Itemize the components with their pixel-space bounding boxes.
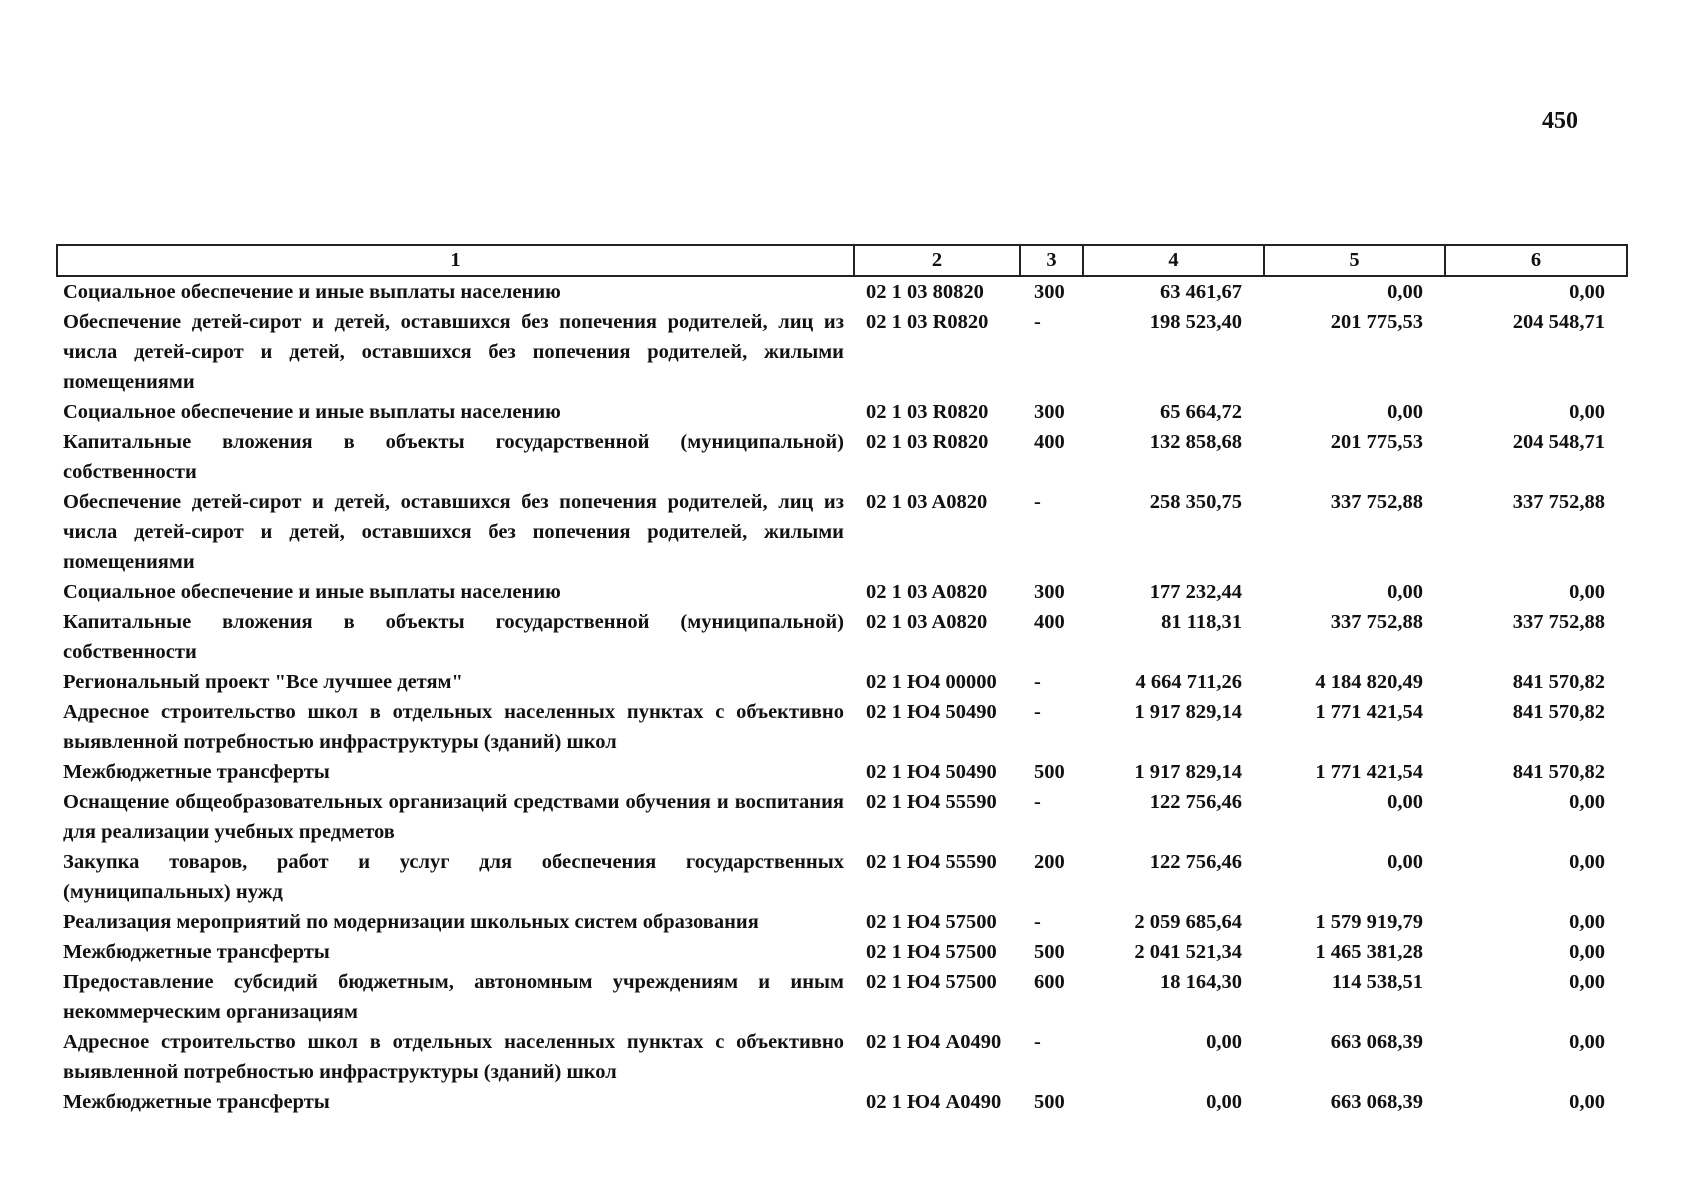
expense-type: 300 [1034,401,1065,423]
amount-col-6: 204 548,71 [1512,311,1605,333]
amount-col-5: 4 184 820,49 [1315,671,1423,693]
amount-col-4: 0,00 [1206,1031,1242,1053]
expense-type: - [1034,671,1041,693]
expense-type: - [1034,311,1041,333]
table-row [57,907,1627,937]
amount-col-5: 114 538,51 [1331,971,1423,993]
amount-col-6: 841 570,82 [1512,701,1605,723]
classification-code: 02 1 Ю4 A0490 [866,1091,1002,1113]
header-row [57,245,1627,276]
item-name: Закупка товаров, работ и услуг для обеспечения государственных (муниципальных) нужд [63,851,844,903]
classification-code: 02 1 03 80820 [866,281,984,303]
amount-col-6: 0,00 [1569,851,1605,873]
header-col-4: 4 [1083,245,1264,276]
amount-col-4: 1 917 829,14 [1134,701,1242,723]
amount-col-4: 4 664 711,26 [1135,671,1242,693]
expense-type: 500 [1034,941,1065,963]
item-name: Капитальные вложения в объекты государственной (муниципальной) собственности [63,431,844,483]
classification-code: 02 1 03 A0820 [866,491,988,513]
amount-col-4: 81 118,31 [1161,611,1242,633]
amount-col-6: 337 752,88 [1512,491,1605,513]
page-number: 450 [1542,108,1578,134]
expense-type: - [1034,911,1041,933]
classification-code: 02 1 03 R0820 [866,431,989,453]
amount-col-5: 1 465 381,28 [1315,941,1423,963]
expense-type: - [1034,701,1041,723]
expense-type: 500 [1034,1091,1065,1113]
expense-type: 500 [1034,761,1065,783]
table-row [57,607,1627,667]
amount-col-6: 0,00 [1569,281,1605,303]
header-col-2: 2 [854,245,1020,276]
item-name: Оснащение общеобразовательных организаций средствами обучения и воспитания для реализации учебных предметов [63,791,844,843]
header-col-3: 3 [1020,245,1083,276]
amount-col-5: 0,00 [1387,281,1423,303]
amount-col-5: 663 068,39 [1330,1091,1423,1113]
expense-type: - [1034,791,1041,813]
header-col-1: 1 [57,245,854,276]
expense-type: - [1034,491,1041,513]
classification-code: 02 1 03 A0820 [866,611,988,633]
table-row [57,307,1627,397]
expense-type: 300 [1034,581,1065,603]
amount-col-5: 201 775,53 [1330,311,1423,333]
item-name: Адресное строительство школ в отдельных населенных пунктах с объективно выявленной потребностью инфраструктуры (зданий) школ [63,1031,844,1083]
amount-col-5: 1 579 919,79 [1315,911,1423,933]
classification-code: 02 1 Ю4 A0490 [866,1031,1002,1053]
amount-col-5: 201 775,53 [1330,431,1423,453]
amount-col-4: 258 350,75 [1149,491,1242,513]
table-row [57,1027,1627,1087]
amount-col-4: 18 164,30 [1160,971,1242,993]
amount-col-4: 198 523,40 [1149,311,1242,333]
table-row [57,787,1627,847]
item-name: Социальное обеспечение и иные выплаты населению [63,281,561,303]
item-name: Межбюджетные трансферты [63,761,330,783]
table-row [57,1087,1627,1117]
table-row [57,397,1627,427]
table-row [57,967,1627,1027]
amount-col-5: 663 068,39 [1330,1031,1423,1053]
header-col-5: 5 [1264,245,1445,276]
amount-col-6: 337 752,88 [1512,611,1605,633]
amount-col-5: 0,00 [1387,581,1423,603]
table-row [57,577,1627,607]
amount-col-4: 63 461,67 [1160,281,1242,303]
table-row [57,667,1627,697]
amount-col-4: 65 664,72 [1160,401,1242,423]
amount-col-5: 0,00 [1387,851,1423,873]
amount-col-5: 0,00 [1387,791,1423,813]
header-col-6: 6 [1445,245,1627,276]
amount-col-6: 0,00 [1569,401,1605,423]
amount-col-5: 1 771 421,54 [1315,701,1423,723]
item-name: Капитальные вложения в объекты государственной (муниципальной) собственности [63,611,844,663]
classification-code: 02 1 Ю4 50490 [866,761,997,783]
classification-code: 02 1 Ю4 57500 [866,971,997,993]
amount-col-4: 122 756,46 [1149,851,1242,873]
classification-code: 02 1 Ю4 50490 [866,701,997,723]
expense-type: 300 [1034,281,1065,303]
amount-col-6: 841 570,82 [1512,761,1605,783]
item-name: Обеспечение детей-сирот и детей, оставшихся без попечения родителей, лиц из числа детей-сирот и детей, оставшихся без попечения родителей, жилыми помещениями [63,311,844,393]
table-header [57,245,1627,276]
amount-col-5: 0,00 [1387,401,1423,423]
item-name: Региональный проект "Все лучшее детям" [63,671,463,693]
table-row [57,697,1627,757]
classification-code: 02 1 Ю4 57500 [866,911,997,933]
amount-col-5: 1 771 421,54 [1315,761,1423,783]
amount-col-6: 0,00 [1569,941,1605,963]
classification-code: 02 1 Ю4 00000 [866,671,997,693]
classification-code: 02 1 03 A0820 [866,581,988,603]
amount-col-4: 177 232,44 [1149,581,1242,603]
classification-code: 02 1 Ю4 55590 [866,851,997,873]
amount-col-6: 0,00 [1569,791,1605,813]
classification-code: 02 1 Ю4 55590 [866,791,997,813]
table-row [57,487,1627,577]
item-name: Социальное обеспечение и иные выплаты населению [63,581,561,603]
amount-col-4: 122 756,46 [1149,791,1242,813]
amount-col-5: 337 752,88 [1330,611,1423,633]
expense-type: - [1034,1031,1041,1053]
amount-col-4: 0,00 [1206,1091,1242,1113]
amount-col-6: 0,00 [1569,911,1605,933]
table-row [57,757,1627,787]
amount-col-4: 1 917 829,14 [1134,761,1242,783]
expense-type: 400 [1034,611,1065,633]
amount-col-6: 0,00 [1569,1091,1605,1113]
item-name: Межбюджетные трансферты [63,941,330,963]
table-row [57,276,1627,307]
amount-col-6: 841 570,82 [1512,671,1605,693]
item-name: Межбюджетные трансферты [63,1091,330,1113]
expense-type: 400 [1034,431,1065,453]
classification-code: 02 1 Ю4 57500 [866,941,997,963]
amount-col-6: 204 548,71 [1512,431,1605,453]
classification-code: 02 1 03 R0820 [866,311,989,333]
amount-col-4: 2 041 521,34 [1134,941,1242,963]
amount-col-6: 0,00 [1569,581,1605,603]
amount-col-4: 132 858,68 [1149,431,1242,453]
amount-col-4: 2 059 685,64 [1134,911,1242,933]
amount-col-5: 337 752,88 [1330,491,1423,513]
table-row [57,847,1627,907]
amount-col-6: 0,00 [1569,971,1605,993]
expense-type: 600 [1034,971,1065,993]
item-name: Обеспечение детей-сирот и детей, оставшихся без попечения родителей, лиц из числа детей-сирот и детей, оставшихся без попечения родителей, жилыми помещениями [63,491,844,573]
item-name: Адресное строительство школ в отдельных населенных пунктах с объективно выявленной потребностью инфраструктуры (зданий) школ [63,701,844,753]
item-name: Социальное обеспечение и иные выплаты населению [63,401,561,423]
expense-type: 200 [1034,851,1065,873]
table-row [57,427,1627,487]
item-name: Реализация мероприятий по модернизации школьных систем образования [63,911,759,933]
item-name: Предоставление субсидий бюджетным, автономным учреждениям и иным некоммерческим организациям [63,971,844,1023]
table-row [57,937,1627,967]
budget-table [56,244,1628,1117]
amount-col-6: 0,00 [1569,1031,1605,1053]
table-body [57,276,1627,1117]
classification-code: 02 1 03 R0820 [866,401,989,423]
